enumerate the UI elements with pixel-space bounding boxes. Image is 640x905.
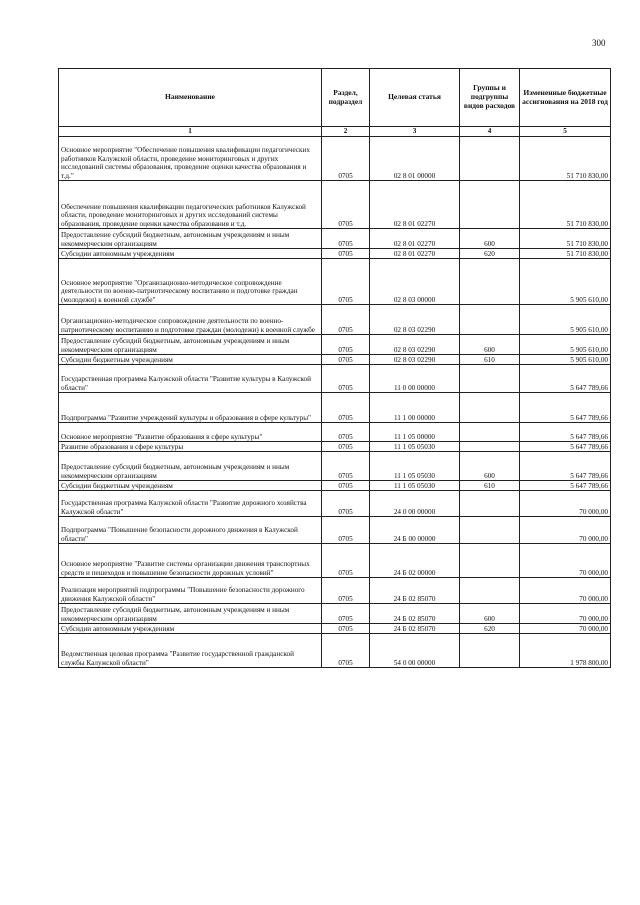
row-group: 610 <box>460 355 520 365</box>
table-row <box>59 249 611 259</box>
row-group <box>460 305 520 335</box>
row-group <box>460 137 520 181</box>
row-amount: 5 647 789,66 <box>520 442 611 452</box>
row-section: 0705 <box>322 423 370 442</box>
col-number: 3 <box>370 127 460 137</box>
row-group <box>460 442 520 452</box>
row-amount: 51 710 830,00 <box>520 249 611 259</box>
row-name: Основное мероприятие "Развитие образования в сфере культуры" <box>59 423 322 442</box>
table-row <box>59 365 611 393</box>
row-section: 0705 <box>322 305 370 335</box>
row-group <box>460 365 520 393</box>
table-row <box>59 544 611 578</box>
row-amount: 5 647 789,66 <box>520 365 611 393</box>
table-row <box>59 442 611 452</box>
row-target: 11 1 00 00000 <box>370 393 460 423</box>
row-section: 0705 <box>322 517 370 544</box>
row-name: Субсидии автономным учреждениям <box>59 249 322 259</box>
row-amount: 70 000,00 <box>520 604 611 624</box>
table-row <box>59 634 611 668</box>
table-row <box>59 305 611 335</box>
header-section: Раздел, подраздел <box>322 69 370 127</box>
row-section: 0705 <box>322 393 370 423</box>
row-amount: 70 000,00 <box>520 517 611 544</box>
header-name: Наименование <box>59 69 322 127</box>
row-section: 0705 <box>322 624 370 634</box>
row-group: 600 <box>460 335 520 355</box>
row-name: Предоставление субсидий бюджетным, автономным учреждениям и иным некоммерческим организациям <box>59 604 322 624</box>
row-amount: 70 000,00 <box>520 491 611 517</box>
row-name: Основное мероприятие "Организационно-методическое сопровождение деятельности по военно-патриотическому воспитанию и подготовке граждан (молодежи) к военной службе" <box>59 259 322 305</box>
row-section: 0705 <box>322 452 370 481</box>
row-amount: 5 647 789,66 <box>520 452 611 481</box>
row-section: 0705 <box>322 249 370 259</box>
row-group: 610 <box>460 481 520 491</box>
row-name: Подпрограмма "Развитие учреждений культуры и образования в сфере культуры" <box>59 393 322 423</box>
row-target: 02 8 01 02270 <box>370 249 460 259</box>
col-number: 1 <box>59 127 322 137</box>
row-name: Основное мероприятие "Развитие системы организации движения транспортных средств и пешеходов и повышение безопасности дорожных условий" <box>59 544 322 578</box>
row-name: Предоставление субсидий бюджетным, автономным учреждениям и иным некоммерческим организациям <box>59 229 322 249</box>
row-group <box>460 578 520 604</box>
row-section: 0705 <box>322 544 370 578</box>
row-group <box>460 393 520 423</box>
row-group: 600 <box>460 604 520 624</box>
row-target: 54 0 00 00000 <box>370 634 460 668</box>
row-amount: 5 647 789,66 <box>520 393 611 423</box>
table-row <box>59 517 611 544</box>
budget-table <box>58 68 611 668</box>
row-section: 0705 <box>322 442 370 452</box>
row-group: 600 <box>460 229 520 249</box>
col-number: 5 <box>520 127 611 137</box>
row-section: 0705 <box>322 229 370 249</box>
row-target: 02 8 03 00000 <box>370 259 460 305</box>
row-group <box>460 634 520 668</box>
row-amount: 5 905 610,00 <box>520 305 611 335</box>
row-amount: 5 647 789,66 <box>520 423 611 442</box>
row-target: 24 Б 00 00000 <box>370 517 460 544</box>
row-target: 24 0 00 00000 <box>370 491 460 517</box>
row-amount: 5 647 789,66 <box>520 481 611 491</box>
header-amount: Измененные бюджетные ассигнования на 2018 год <box>520 69 611 127</box>
row-section: 0705 <box>322 365 370 393</box>
page-number: 300 <box>592 38 606 48</box>
table-row <box>59 604 611 624</box>
row-name: Развитие образования в сфере культуры <box>59 442 322 452</box>
table-row <box>59 259 611 305</box>
row-group <box>460 544 520 578</box>
table-row <box>59 491 611 517</box>
col-number: 2 <box>322 127 370 137</box>
row-group: 620 <box>460 624 520 634</box>
table-row <box>59 229 611 249</box>
row-name: Обеспечение повышения квалификации педагогических работников Калужской области, проведение мониторинговых и других исследований системы образования, проведение оценки качества образования и т.д. <box>59 181 322 229</box>
row-group <box>460 491 520 517</box>
row-group <box>460 517 520 544</box>
row-target: 11 1 05 00000 <box>370 423 460 442</box>
row-group <box>460 181 520 229</box>
row-name: Государственная программа Калужской области "Развитие культуры в Калужской области" <box>59 365 322 393</box>
row-name: Субсидии бюджетным учреждениям <box>59 481 322 491</box>
row-section: 0705 <box>322 137 370 181</box>
row-amount: 5 905 610,00 <box>520 335 611 355</box>
row-target: 02 8 03 02290 <box>370 355 460 365</box>
row-section: 0705 <box>322 578 370 604</box>
row-section: 0705 <box>322 335 370 355</box>
table-row <box>59 481 611 491</box>
row-target: 11 1 05 05030 <box>370 481 460 491</box>
row-amount: 51 710 830,00 <box>520 181 611 229</box>
header-groups: Группы и подгруппы видов расходов <box>460 69 520 127</box>
row-section: 0705 <box>322 481 370 491</box>
row-target: 02 8 03 02290 <box>370 335 460 355</box>
row-name: Предоставление субсидий бюджетным, автономным учреждениям и иным некоммерческим организациям <box>59 335 322 355</box>
table-body <box>59 137 611 668</box>
row-amount: 51 710 830,00 <box>520 137 611 181</box>
row-name: Ведомственная целевая программа "Развитие государственной гражданской службы Калужской области" <box>59 634 322 668</box>
table-row <box>59 423 611 442</box>
row-group: 600 <box>460 452 520 481</box>
row-amount: 70 000,00 <box>520 624 611 634</box>
row-section: 0705 <box>322 604 370 624</box>
row-target: 02 8 01 02270 <box>370 229 460 249</box>
row-section: 0705 <box>322 634 370 668</box>
table-row <box>59 355 611 365</box>
row-amount: 1 978 800,00 <box>520 634 611 668</box>
row-name: Субсидии автономным учреждениям <box>59 624 322 634</box>
row-section: 0705 <box>322 181 370 229</box>
row-name: Государственная программа Калужской области "Развитие дорожного хозяйства Калужской области" <box>59 491 322 517</box>
header-target: Целевая статья <box>370 69 460 127</box>
row-amount: 5 905 610,00 <box>520 355 611 365</box>
column-numbers-row <box>59 127 611 137</box>
table-row <box>59 335 611 355</box>
table-row <box>59 393 611 423</box>
row-name: Предоставление субсидий бюджетным, автономным учреждениям и иным некоммерческим организациям <box>59 452 322 481</box>
row-group <box>460 423 520 442</box>
row-amount: 51 710 830,00 <box>520 229 611 249</box>
table-header-row <box>59 69 611 127</box>
table-row <box>59 624 611 634</box>
row-target: 02 8 03 02290 <box>370 305 460 335</box>
row-name: Подпрограмма "Повышение безопасности дорожного движения в Калужской области" <box>59 517 322 544</box>
table-row <box>59 452 611 481</box>
row-group <box>460 259 520 305</box>
table-row <box>59 137 611 181</box>
row-target: 11 1 05 05030 <box>370 452 460 481</box>
row-target: 02 8 01 00000 <box>370 137 460 181</box>
row-section: 0705 <box>322 259 370 305</box>
row-target: 24 Б 02 85070 <box>370 578 460 604</box>
row-target: 02 8 01 02270 <box>370 181 460 229</box>
row-name: Субсидии бюджетным учреждениям <box>59 355 322 365</box>
row-target: 11 1 05 05030 <box>370 442 460 452</box>
row-section: 0705 <box>322 355 370 365</box>
row-amount: 70 000,00 <box>520 578 611 604</box>
row-amount: 70 000,00 <box>520 544 611 578</box>
row-name: Основное мероприятие "Обеспечение повышения квалификации педагогических работников Калужской области, проведение мониторинговых и других исследований системы образования, проведение оценки качества образования и т.д." <box>59 137 322 181</box>
row-target: 11 0 00 00000 <box>370 365 460 393</box>
row-group: 620 <box>460 249 520 259</box>
row-target: 24 Б 02 00000 <box>370 544 460 578</box>
row-amount: 5 905 610,00 <box>520 259 611 305</box>
col-number: 4 <box>460 127 520 137</box>
row-name: Реализация мероприятий подпрограммы "Повышение безопасности дорожного движения Калужской области" <box>59 578 322 604</box>
row-name: Организационно-методическое сопровождение деятельности по военно-патриотическому воспитанию и подготовке граждан (молодежи) к военной службе <box>59 305 322 335</box>
row-target: 24 Б 02 85070 <box>370 624 460 634</box>
row-target: 24 Б 02 85070 <box>370 604 460 624</box>
row-section: 0705 <box>322 491 370 517</box>
table-row <box>59 181 611 229</box>
table-row <box>59 578 611 604</box>
